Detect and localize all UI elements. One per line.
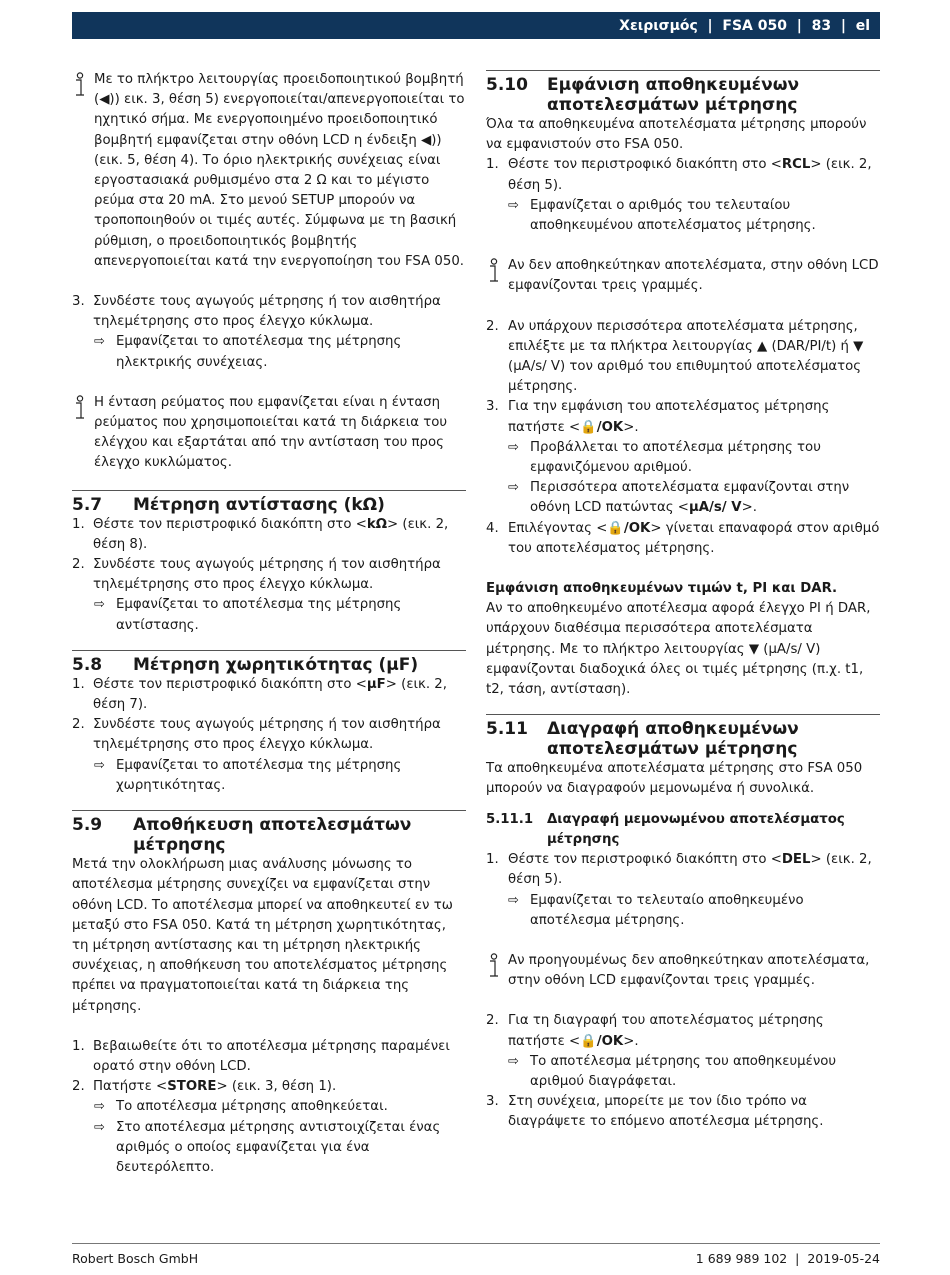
- list-item: 2. Αν υπάρχουν περισσότερα αποτελέσματα μέτρησης, επιλέξτε με τα πλήκτρα λειτουργίας ▲ (DAR/PI/t) ή ▼ (µA/s/ V) τον αριθμό του επιθυμητού αποτελέσματος μέτρησης.: [486, 318, 864, 395]
- result-arrow-icon: ⇨: [508, 1053, 519, 1069]
- footer-date: 2019-05-24: [807, 1251, 880, 1266]
- result-item: ⇨ Προβάλλεται το αποτέλεσμα μέτρησης του εμφανιζόμενου αριθμού.: [486, 438, 880, 478]
- result-arrow-icon: ⇨: [508, 892, 519, 908]
- list-item: 4. Επιλέγοντας <🔒/OK> γίνεται επαναφορά στον αριθμό του αποτελέσματος μέτρησης.: [486, 520, 880, 556]
- info-icon: [486, 953, 502, 979]
- header-page-number: 83: [811, 17, 832, 34]
- section-intro: Όλα τα αποθηκευμένα αποτελέσματα μέτρησης μπορούν να εμφανιστούν στο FSA 050.: [486, 117, 867, 153]
- section-intro: Τα αποθηκευμένα αποτελέσματα μέτρησης στο FSA 050 μπορούν να διαγραφούν μεμονωμένα ή συνολικά.: [486, 761, 863, 797]
- subheading: Εμφάνιση αποθηκευμένων τιμών t, PI και DAR.: [486, 581, 838, 597]
- result-item: ⇨ Περισσότερα αποτελέσματα εμφανίζονται στην οθόνη LCD πατώντας <µA/s/ V>.: [486, 478, 880, 518]
- info-note-buzzer: [72, 70, 466, 272]
- info-icon: [72, 72, 88, 98]
- result-arrow-icon: ⇨: [94, 597, 105, 613]
- left-column: [72, 70, 466, 1178]
- note-text: Με το πλήκτρο λειτουργίας προειδοποιητικού βομβητή (◀)) εικ. 3, θέση 5) ενεργοποιείται/απενεργοποιείται το ηχητικό σήμα. Με ενεργοποιημένο προειδοποιητικό βομβητή εμφανίζεται στην οθόνη LCD η ένδειξη ◀)) (εικ. 5, θέση 4). Το όριο ηλεκτρικής συνέχειας είναι εργοστασιακά ρυθμισμένο στα 2 Ω και το μέγιστο ρεύμα στα 20 mA. Στο μενού SETUP μπορούν να τροποποιηθούν οι τιμές αυτές. Σύμφωνα με τη βασική ρύθμιση, ο προειδοποιητικός βομβητής απενεργοποιείται κατά την ενεργοποίηση του FSA 050.: [94, 72, 465, 269]
- list-item: 2. Για τη διαγραφή του αποτελέσματος μέτρησης πατήστε <🔒/OK>.: [486, 1013, 824, 1049]
- list-item: 1. Θέστε τον περιστροφικό διακόπτη στο <RCL> (εικ. 2, θέση 5).: [486, 157, 872, 193]
- result-item: ⇨ Εμφανίζεται το αποτέλεσμα της μέτρησης χωρητικότητας.: [72, 756, 466, 796]
- footer-divider: [72, 1243, 880, 1244]
- info-icon: [486, 258, 502, 284]
- note-text: Αν προηγουμένως δεν αποθηκεύτηκαν αποτελέσματα, στην οθόνη LCD εμφανίζονται τρεις γραμμές.: [508, 952, 870, 989]
- subsection-heading: 5.11.1 Διαγραφή μεμονωμένου αποτελέσματος μέτρησης: [486, 811, 845, 847]
- section-heading: 5.9 Αποθήκευση αποτελεσμάτων μέτρησης: [72, 810, 466, 855]
- footer-docnum: 1 689 989 102: [695, 1251, 788, 1266]
- subsection-text: Αν το αποθηκευμένο αποτέλεσμα αφορά έλεγχο PI ή DAR, υπάρχουν διαθέσιμα περισσότερα αποτελέσματα μέτρησης. Με το πλήκτρο λειτουργίας ▼ (µA/s/ V) εμφανίζονται διαδοχικά όλες οι τιμές μέτρησης (π.χ. t1, t2, τάση, αντίσταση).: [486, 601, 871, 698]
- note-text: Η ένταση ρεύματος που εμφανίζεται είναι η ένταση ρεύματος που χρησιμοποιείται κατά τη διάρκεια του ελέγχου και εξαρτάται από την αντίσταση του προς έλεγχο κυκλώματος.: [94, 394, 448, 471]
- list-item: 1. Θέστε τον περιστροφικό διακόπτη στο <kΩ> (εικ. 2, θέση 8).: [72, 516, 449, 552]
- section-heading: 5.10 Εμφάνιση αποθηκευμένων αποτελεσμάτων μέτρησης: [486, 70, 880, 115]
- list-item: 3. Συνδέστε τους αγωγούς μέτρησης ή τον αισθητήρα τηλεμέτρησης στο προς έλεγχο κύκλωμα.: [72, 294, 441, 330]
- header-product: FSA 050: [722, 17, 787, 34]
- note-text: Αν δεν αποθηκεύτηκαν αποτελέσματα, στην οθόνη LCD εμφανίζονται τρεις γραμμές.: [508, 258, 879, 294]
- result-arrow-icon: ⇨: [94, 1099, 105, 1115]
- footer-company: Robert Bosch GmbH: [72, 1251, 199, 1266]
- result-item: ⇨ Εμφανίζεται ο αριθμός του τελευταίου αποθηκευμένου αποτελέσματος μέτρησης.: [486, 196, 880, 236]
- result-arrow-icon: ⇨: [508, 439, 519, 455]
- section-heading: 5.7 Μέτρηση αντίστασης (kΩ): [72, 490, 466, 515]
- list-item: 2. Πατήστε <STORE> (εικ. 3, θέση 1).: [72, 1079, 337, 1095]
- list-item: 1. Θέστε τον περιστροφικό διακόπτη στο <DEL> (εικ. 2, θέση 5).: [486, 852, 872, 888]
- result-arrow-icon: ⇨: [94, 334, 105, 350]
- header-section: Χειρισμός: [619, 17, 698, 34]
- info-note-empty: [486, 256, 880, 296]
- list-item: 1. Βεβαιωθείτε ότι το αποτέλεσμα μέτρησης παραμένει ορατό στην οθόνη LCD.: [72, 1038, 450, 1074]
- info-icon: [72, 395, 88, 421]
- result-item: ⇨ Εμφανίζεται το αποτέλεσμα της μέτρησης αντίστασης.: [72, 595, 466, 635]
- result-item: ⇨ Το αποτέλεσμα μέτρησης του αποθηκευμένου αριθμού διαγράφεται.: [486, 1052, 880, 1092]
- list-item: 2. Συνδέστε τους αγωγούς μέτρησης ή τον αισθητήρα τηλεμέτρησης στο προς έλεγχο κύκλωμα.: [72, 557, 441, 593]
- result-item: ⇨ Στο αποτέλεσμα μέτρησης αντιστοιχίζεται ένας αριθμός ο οποίος εμφανίζεται για ένα δευτερόλεπτο.: [72, 1118, 466, 1179]
- result-arrow-icon: ⇨: [94, 757, 105, 773]
- section-heading: 5.8 Μέτρηση χωρητικότητας (µF): [72, 650, 466, 675]
- list-item: 1. Θέστε τον περιστροφικό διακόπτη στο <µF> (εικ. 2, θέση 7).: [72, 676, 447, 713]
- right-column: [486, 70, 880, 1133]
- footer-info: 1 689 989 102 | 2019-05-24: [695, 1251, 880, 1266]
- result-item: ⇨ Εμφανίζεται το τελευταίο αποθηκευμένο αποτέλεσμα μέτρησης.: [486, 891, 880, 931]
- list-item: 2. Συνδέστε τους αγωγούς μέτρησης ή τον αισθητήρα τηλεμέτρησης στο προς έλεγχο κύκλωμα.: [72, 717, 441, 753]
- info-note-empty: [486, 951, 880, 991]
- header-language: el: [855, 17, 870, 34]
- page-header: Χειρισμός | FSA 050 | 83 | el: [72, 12, 880, 39]
- result-arrow-icon: ⇨: [94, 1119, 105, 1135]
- list-item: 3. Στη συνέχεια, μπορείτε με τον ίδιο τρόπο να διαγράψετε το επόμενο αποτέλεσμα μέτρησης.: [486, 1094, 824, 1130]
- result-arrow-icon: ⇨: [508, 480, 519, 496]
- section-intro: Μετά την ολοκλήρωση μιας ανάλυσης μόνωσης το αποτέλεσμα μέτρησης συνεχίζει να εμφανίζεται στην οθόνη LCD. Το αποτέλεσμα μπορεί να αποθηκευτεί εν τω μεταξύ στο FSA 050. Κατά τη μέτρηση χωρητικότητας, τη μέτρηση αντίστασης και τη μέτρηση ηλεκτρικής συνέχειας, η αποθήκευση του αποτελέσματος μέτρησης πρέπει να πραγματοποιείται κατά τη διάρκεια της μέτρησης.: [72, 857, 453, 1014]
- section-heading: 5.11 Διαγραφή αποθηκευμένων αποτελεσμάτων μέτρησης: [486, 714, 880, 759]
- result-arrow-icon: ⇨: [508, 197, 519, 213]
- info-note-current: [72, 393, 466, 474]
- result-item: ⇨ Το αποτέλεσμα μέτρησης αποθηκεύεται.: [72, 1097, 466, 1117]
- list-item: 3. Για την εμφάνιση του αποτελέσματος μέτρησης πατήστε <🔒/OK>.: [486, 399, 830, 435]
- result-item: ⇨ Εμφανίζεται το αποτέλεσμα της μέτρησης ηλεκτρικής συνέχειας.: [72, 332, 466, 372]
